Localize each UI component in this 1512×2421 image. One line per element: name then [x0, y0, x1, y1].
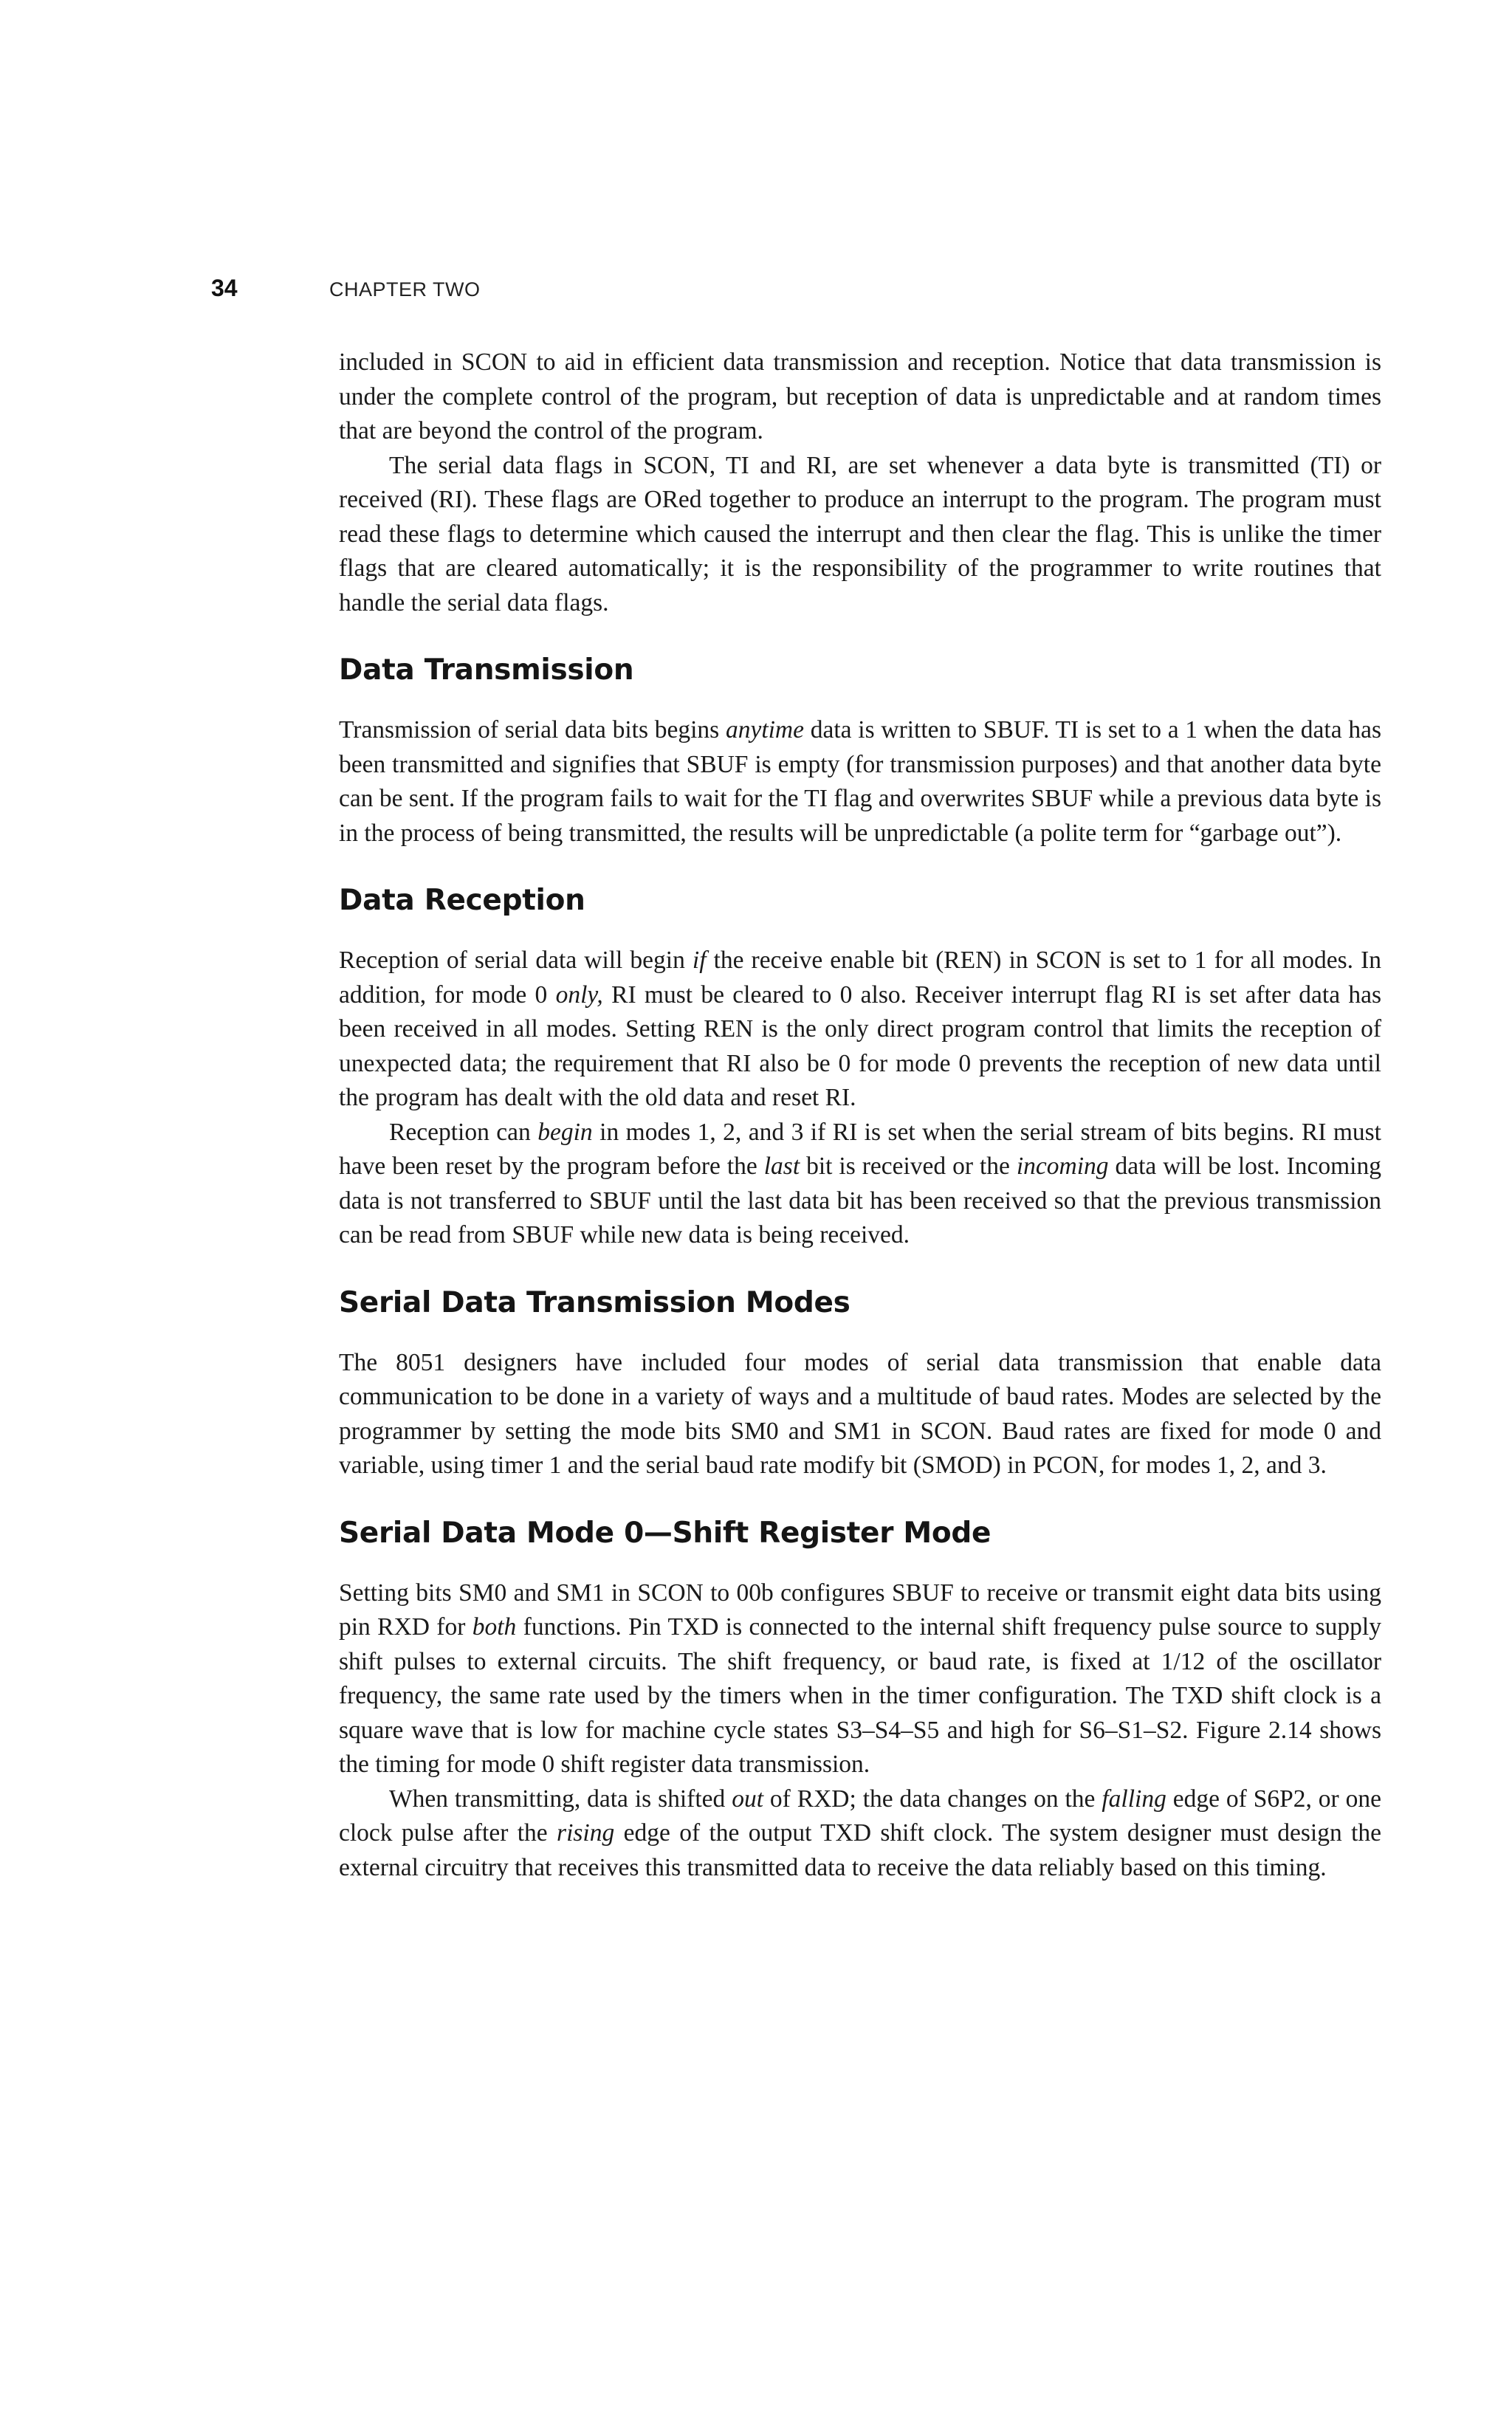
- paragraph: Transmission of serial data bits begins anytime data is written to SBUF. TI is set to a 1 when the data has been transmitted and signifies that SBUF is empty (for transmission purposes) and that another data byte can be sent. If the program fails to wait for the TI flag and overwrites SBUF while a previous data byte is in the process of being transmitted, the results will be unpredictable (a polite term for “garbage out”).: [339, 716, 1381, 847]
- paragraph: The 8051 designers have included four modes of serial data transmission that enable data communication to be done in a variety of ways and a multitude of baud rates. Modes are selected by the programmer by setting the mode bits SM0 and SM1 in SCON. Baud rates are fixed for mode 0 and variable, using timer 1 and the serial baud rate modify bit (SMOD) in PCON, for modes 1, 2, and 3.: [339, 1348, 1381, 1479]
- section-data-reception: [339, 883, 1381, 1253]
- page-number: 34: [211, 275, 238, 301]
- section-data-transmission: [339, 653, 1381, 851]
- paragraph: included in SCON to aid in efficient data transmission and reception. Notice that data transmission is under the complete control of the program, but reception of data is unpredictable and at random times that are beyond the control of the program.: [339, 348, 1381, 444]
- section-heading: Data Reception: [339, 884, 585, 917]
- section-mode-0: [339, 1516, 1381, 1886]
- paragraph: Reception of serial data will begin if the receive enable bit (REN) in SCON is set to 1 for all modes. In addition, for mode 0 only, RI must be cleared to 0 also. Receiver interrupt flag RI is set after data has been received in all modes. Setting REN is the only direct program control that limits the reception of unexpected data; the requirement that RI also be 0 for mode 0 prevents the reception of new data until the program has dealt with the old data and reset RI.: [339, 947, 1382, 1111]
- section-heading: Serial Data Transmission Modes: [339, 1285, 850, 1319]
- section-heading: Serial Data Mode 0—Shift Register Mode: [339, 1516, 992, 1550]
- paragraph: The serial data flags in SCON, TI and RI, are set whenever a data byte is transmitted (TI) or received (RI). These flags are ORed together to produce an interrupt to the program. The program must read these flags to determine which caused the interrupt and then clear the flag. This is unlike the timer flags that are cleared automatically; it is the responsibility of the programmer to write routines that handle the serial data flags.: [339, 451, 1381, 617]
- chapter-title: CHAPTER TWO: [329, 278, 481, 301]
- page-body: [339, 346, 1381, 1885]
- section-heading: Data Transmission: [339, 653, 634, 687]
- page-header: [211, 275, 481, 302]
- paragraph: Reception can begin in modes 1, 2, and 3 if RI is set when the serial stream of bits begins. RI must have been reset by the program before the last bit is received or the incoming data will be lost. Incoming data is not transferred to SBUF until the last data bit has been received so that the previous transmission can be read from SBUF while new data is being received.: [339, 1118, 1381, 1249]
- paragraph: When transmitting, data is shifted out of RXD; the data changes on the falling edge of S6P2, or one clock pulse after the rising edge of the output TXD shift clock. The system designer must design the external circuitry that receives this transmitted data to receive the data reliably based on this timing.: [339, 1785, 1382, 1881]
- paragraph: Setting bits SM0 and SM1 in SCON to 00b configures SBUF to receive or transmit eight data bits using pin RXD for both functions. Pin TXD is connected to the internal shift frequency pulse source to supply shift pulses to external circuits. The shift frequency, or baud rate, is fixed at 1/12 of the oscillator frequency, the same rate used by the timers when in the timer configuration. The TXD shift clock is a square wave that is low for machine cycle states S3–S4–S5 and high for S6–S1–S2. Figure 2.14 shows the timing for mode 0 shift register data transmission.: [339, 1579, 1381, 1778]
- section-transmission-modes: [339, 1285, 1381, 1483]
